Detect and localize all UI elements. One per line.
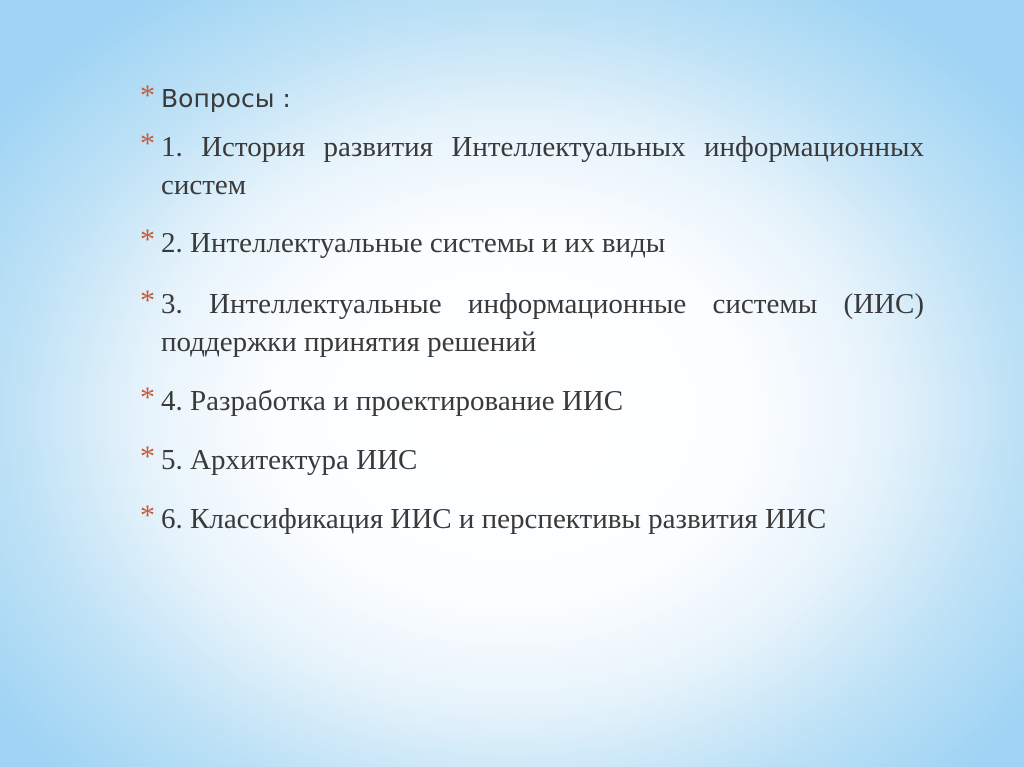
- bullet-item-5: [140, 441, 924, 479]
- bullet-text: 6. Классификация ИИС и перспективы развития ИИС: [161, 503, 827, 535]
- bullet-item-4: [140, 382, 924, 420]
- bullet-marker-icon: *: [140, 440, 155, 473]
- bullet-marker-icon: *: [140, 381, 155, 414]
- bullet-marker-icon: *: [140, 284, 155, 317]
- bullet-item-6: [140, 500, 924, 538]
- bullet-text: 1. История развития Интеллектуальных информационных систем: [161, 131, 924, 201]
- bullet-list: [140, 80, 924, 538]
- bullet-text: Вопросы :: [161, 84, 291, 113]
- bullet-item-2: [140, 224, 924, 262]
- bullet-item-3: [140, 285, 924, 361]
- bullet-marker-icon: *: [140, 127, 155, 160]
- bullet-item-1: [140, 128, 924, 204]
- bullet-heading: [140, 80, 924, 118]
- bullet-text: 2. Интеллектуальные системы и их виды: [161, 227, 666, 259]
- bullet-text: 3. Интеллектуальные информационные системы (ИИС) поддержки принятия решений: [161, 288, 924, 358]
- bullet-text: 4. Разработка и проектирование ИИС: [161, 385, 624, 417]
- bullet-marker-icon: *: [140, 499, 155, 532]
- bullet-text: 5. Архитектура ИИС: [161, 444, 418, 476]
- bullet-marker-icon: *: [140, 223, 155, 256]
- bullet-marker-icon: *: [140, 79, 155, 112]
